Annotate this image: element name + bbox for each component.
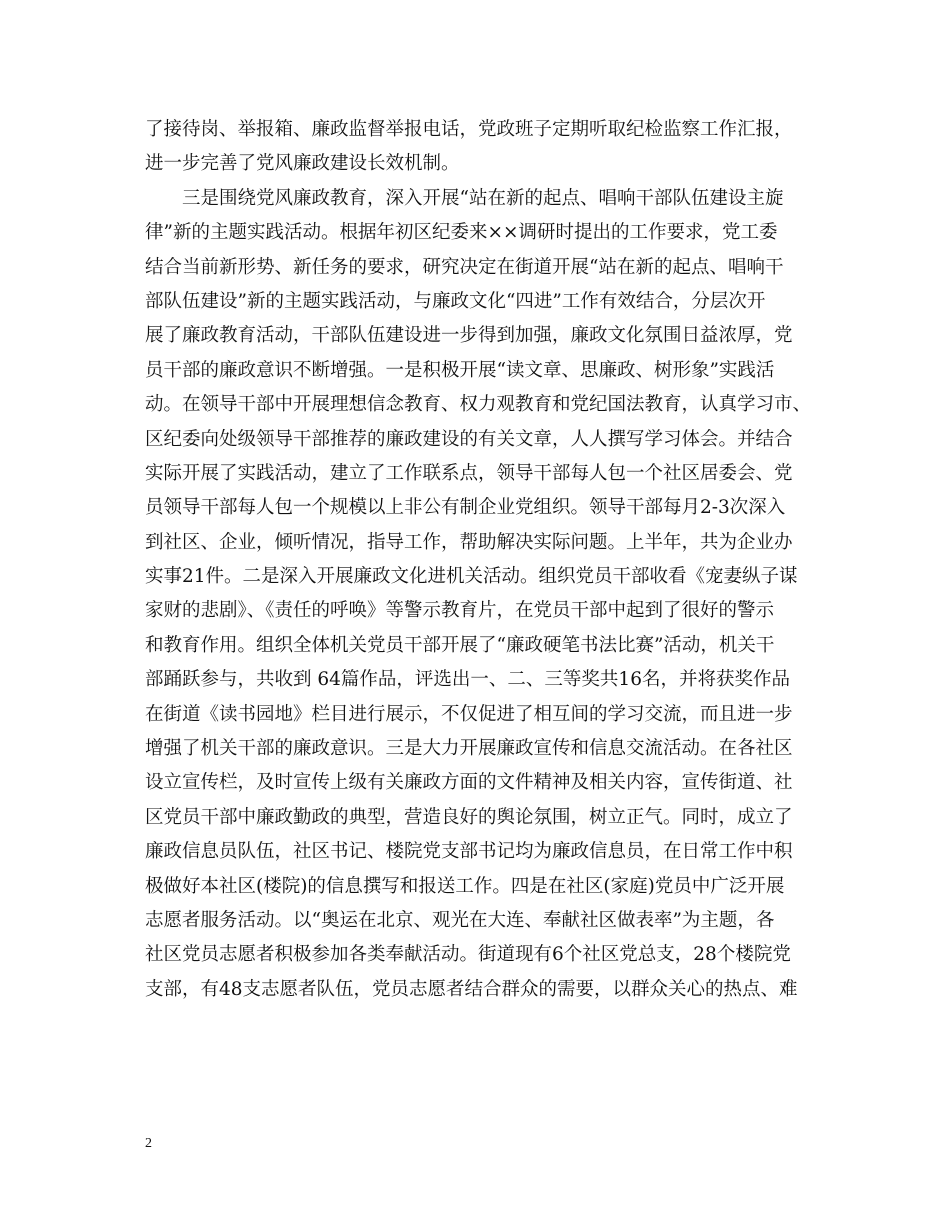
- text-line: 支部，有48支志愿者队伍，党员志愿者结合群众的需要，以群众关心的热点、难: [145, 978, 798, 1000]
- page-number: 2: [145, 1136, 152, 1151]
- text-line: 家财的悲剧》、《责任的呼唤》等警示教育片，在党员干部中起到了很好的警示: [145, 600, 775, 622]
- text-line: 社区党员志愿者积极参加各类奉献活动。街道现有6个社区党总支，28个楼院党: [145, 944, 791, 966]
- text-line: 结合当前新形势、新任务的要求，研究决定在街道开展“站在新的起点、唱响干: [145, 256, 784, 278]
- text-line: 员领导干部每人包一个规模以上非公有制企业党组织。领导干部每月2-3次深入: [145, 497, 786, 519]
- text-line: 在街道《读书园地》栏目进行展示，不仅促进了相互间的学习交流，而且进一步: [145, 703, 793, 725]
- text-line: 和教育作用。组织全体机关党员干部开展了“廉政硬笔书法比赛”活动，机关干: [145, 634, 775, 656]
- text-line: 部踊跃参与，共收到 64篇作品，评选出一、二、三等奖共16名，并将获奖作品: [145, 669, 790, 691]
- text-line: 部队伍建设”新的主题实践活动，与廉政文化“四进”工作有效结合，分层次开: [145, 290, 766, 312]
- text-line: 三是围绕党风廉政教育，深入开展“站在新的起点、唱响干部队伍建设主旋: [145, 187, 784, 209]
- text-line: 增强了机关干部的廉政意识。三是大力开展廉政宣传和信息交流活动。在各社区: [145, 738, 793, 760]
- text-line: 进一步完善了党风廉政建设长效机制。: [145, 153, 460, 175]
- text-line: 区纪委向处级领导干部推荐的廉政建设的有关文章，人人撰写学习体会。并结合: [145, 428, 793, 450]
- text-line: 了接待岗、举报箱、廉政监督举报电话，党政班子定期听取纪检监察工作汇报，: [145, 119, 793, 140]
- text-line: 到社区、企业，倾听情况，指导工作，帮助解决实际问题。上半年，共为企业办: [145, 531, 793, 553]
- text-line: 员干部的廉政意识不断增强。一是积极开展“读文章、思廉政、树形象”实践活: [145, 359, 775, 381]
- text-line: 廉政信息员队伍，社区书记、楼院党支部书记均为廉政信息员，在日常工作中积: [145, 841, 793, 863]
- text-line: 极做好本社区(楼院)的信息撰写和报送工作。四是在社区(家庭)党员中广泛开展: [145, 875, 785, 897]
- text-line: 区党员干部中廉政勤政的典型，营造良好的舆论氛围，树立正气。同时，成立了: [145, 806, 793, 828]
- text-line: 设立宣传栏，及时宣传上级有关廉政方面的文件精神及相关内容，宣传街道、社: [145, 772, 793, 794]
- text-line: 律”新的主题实践活动。根据年初区纪委来××调研时提出的工作要求，党工委: [145, 222, 778, 244]
- text-line: 动。在领导干部中开展理想信念教育、权力观教育和党纪国法教育，认真学习市、: [145, 394, 812, 416]
- text-line: 展了廉政教育活动，干部队伍建设进一步得到加强，廉政文化氛围日益浓厚，党: [145, 325, 793, 347]
- document-body: [145, 113, 810, 1007]
- text-line: 实际开展了实践活动，建立了工作联系点，领导干部每人包一个社区居委会、党: [145, 462, 793, 484]
- text-line: 志愿者服务活动。以“奥运在北京、观光在大连、奉献社区做表率”为主题，各: [145, 909, 775, 931]
- text-line: 实事21件。二是深入开展廉政文化进机关活动。组织党员干部收看《宠妻纵子谋: [145, 566, 798, 588]
